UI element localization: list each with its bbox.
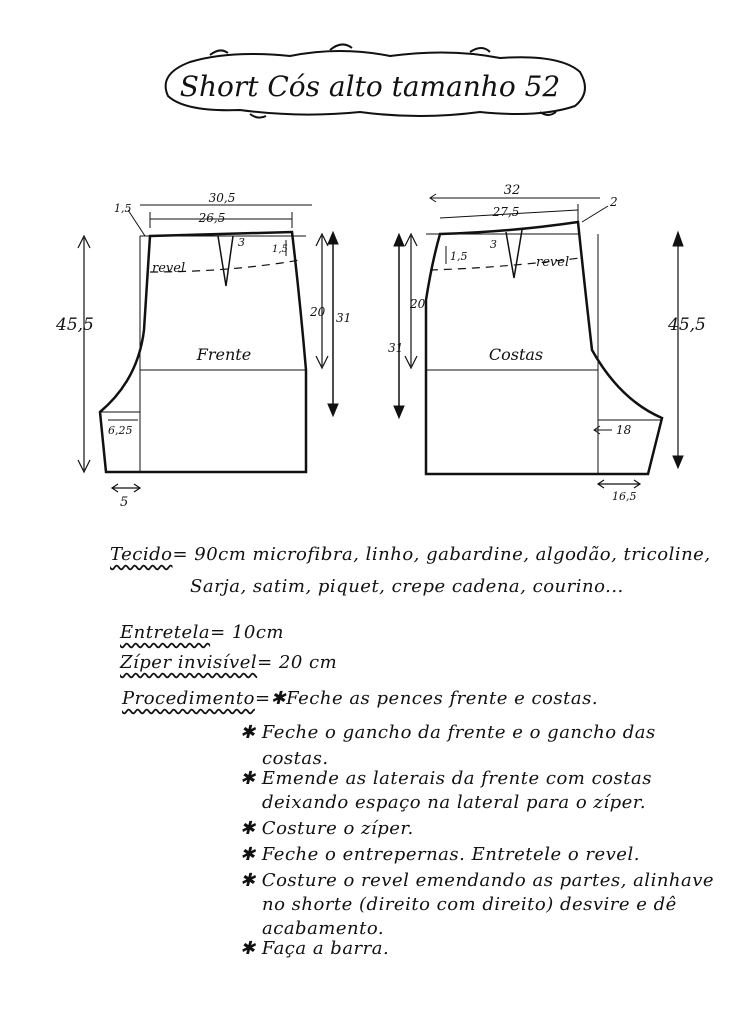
step-5: ✱ Feche o entrepernas. Entretele o revel. [240,844,640,865]
entretela-value: = 10cm [210,622,284,643]
procedimento-line [122,688,598,709]
back-right-extra: 2 [610,195,618,209]
front-top-inner: 26,5 [198,211,226,225]
step-2b: costas. [262,748,329,769]
back-top-total: 32 [503,183,521,198]
ziper-line [120,652,337,673]
back-crotch: 18 [616,423,632,437]
front-crotch: 6,25 [108,424,133,437]
step-4: ✱ Costure o zíper. [240,818,414,839]
back-revel: revel [536,255,570,270]
front-dart-side: 1,5 [272,244,288,255]
back-name: Costas [488,345,544,364]
ziper-value: = 20 cm [257,652,338,673]
entretela-label: Entretela [120,622,211,643]
front-name: Frente [196,345,252,364]
tecido-list-2: Sarja, satim, piquet, crepe cadena, courino... [190,576,624,597]
back-height-total: 45,5 [668,315,706,335]
back-side-mid: 20 [410,297,426,311]
entretela-line [120,622,284,643]
front-hem: 5 [120,495,129,510]
back-side-full: 31 [388,341,404,355]
tecido-label: Tecido [110,544,173,565]
step-3b: deixando espaço na lateral para o zíper. [262,792,647,813]
front-revel: revel [152,261,186,276]
back-top-inner: 27,5 [492,205,520,219]
step-6c: acabamento. [262,918,385,939]
step-1: =✱Feche as pences frente e costas. [254,688,599,709]
back-dart-width: 3 [490,238,497,251]
front-left-extra: 1,5 [114,202,132,215]
step-6a: ✱ Costure o revel emendando as partes, alinhave [240,870,715,891]
back-hem: 16,5 [612,490,637,503]
front-dart-width: 3 [238,236,245,249]
step-6b: no shorte (direito com direito) desvire e dê [262,894,677,915]
front-height-total: 45,5 [56,315,94,335]
ziper-label: Zíper invisível [120,652,258,673]
step-3a: ✱ Emende as laterais da frente com costas [240,768,652,789]
procedimento-label: Procedimento [122,688,255,709]
front-side-mid: 20 [310,305,326,319]
step-7: ✱ Faça a barra. [240,938,390,959]
page-title: Short Cós alto tamanho 52 [179,70,561,103]
back-dart-side: 1,5 [450,250,468,263]
front-side-full: 31 [336,311,352,325]
step-2a: ✱ Feche o gancho da frente e o gancho das [240,722,656,743]
front-top-total: 30,5 [208,191,236,205]
tecido-list-1: = 90cm microfibra, linho, gabardine, algodão, tricoline, [172,544,711,565]
tecido-line [110,544,711,565]
